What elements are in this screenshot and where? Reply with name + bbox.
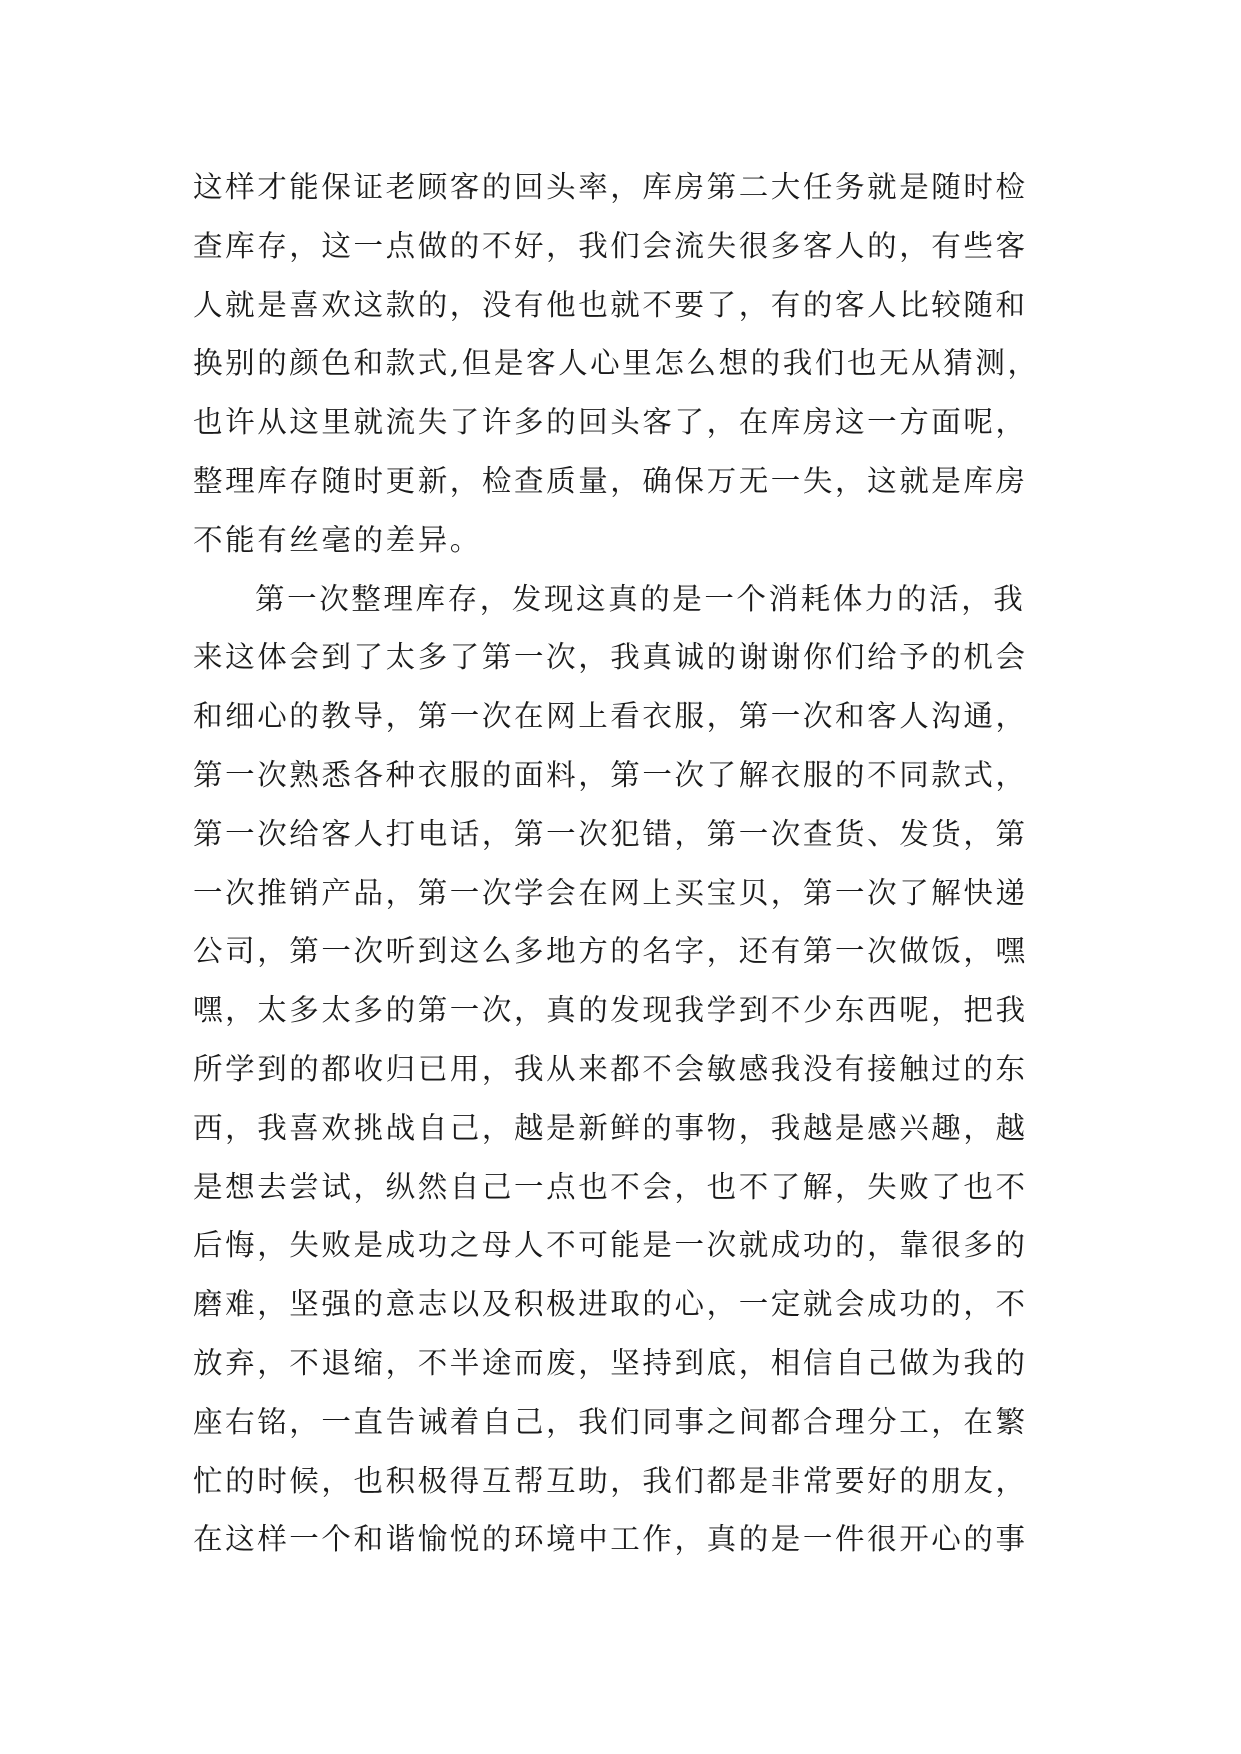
text-line: 是想去尝试，纵然自己一点也不会，也不了解，失败了也不 xyxy=(193,1169,1028,1204)
text-line: 后悔，失败是成功之母人不可能是一次就成功的，靠很多的 xyxy=(193,1228,1028,1263)
text-line: 西，我喜欢挑战自己，越是新鲜的事物，我越是感兴趣，越 xyxy=(193,1110,1028,1145)
text-line: 换别的颜色和款式,但是客人心里怎么想的我们也无从猜测， xyxy=(193,346,1040,381)
text-line: 第一次熟悉各种衣服的面料，第一次了解衣服的不同款式， xyxy=(193,757,1028,792)
text-line: 来这体会到了太多了第一次，我真诚的谢谢你们给予的机会 xyxy=(193,640,1028,675)
text-line: 和细心的教导，第一次在网上看衣服，第一次和客人沟通， xyxy=(193,699,1028,734)
text-line: 所学到的都收归已用，我从来都不会敏感我没有接触过的东 xyxy=(193,1051,1028,1086)
text-line: 不能有丝毫的差异。 xyxy=(193,522,482,557)
text-line: 这样才能保证老顾客的回头率，库房第二大任务就是随时检 xyxy=(193,170,1028,204)
text-line: 在这样一个和谐愉悦的环境中工作，真的是一件很开心的事 xyxy=(193,1522,1028,1557)
text-line: 座右铭，一直告诫着自己，我们同事之间都合理分工，在繁 xyxy=(193,1404,1028,1439)
paragraph-start-line: 第一次整理库存，发现这真的是一个消耗体力的活，我 xyxy=(255,581,1026,616)
document-body xyxy=(193,158,1073,1569)
text-line: 查库存，这一点做的不好，我们会流失很多客人的，有些客 xyxy=(193,228,1028,263)
text-line: 嘿，太多太多的第一次，真的发现我学到不少东西呢，把我 xyxy=(193,993,1028,1028)
text-line: 整理库存随时更新，检查质量，确保万无一失，这就是库房 xyxy=(193,463,1028,498)
text-line: 人就是喜欢这款的，没有他也就不要了，有的客人比较随和 xyxy=(193,287,1028,322)
text-line: 磨难，坚强的意志以及积极进取的心，一定就会成功的，不 xyxy=(193,1287,1028,1322)
text-line: 也许从这里就流失了许多的回头客了，在库房这一方面呢， xyxy=(193,405,1028,440)
text-line: 公司，第一次听到这么多地方的名字，还有第一次做饭，嘿 xyxy=(193,934,1028,969)
text-line: 第一次给客人打电话，第一次犯错，第一次查货、发货，第 xyxy=(193,816,1028,851)
text-line: 一次推销产品，第一次学会在网上买宝贝，第一次了解快递 xyxy=(193,875,1028,910)
text-line: 放弃，不退缩，不半途而废，坚持到底，相信自己做为我的 xyxy=(193,1345,1028,1380)
text-line: 忙的时候，也积极得互帮互助，我们都是非常要好的朋友， xyxy=(193,1463,1028,1498)
